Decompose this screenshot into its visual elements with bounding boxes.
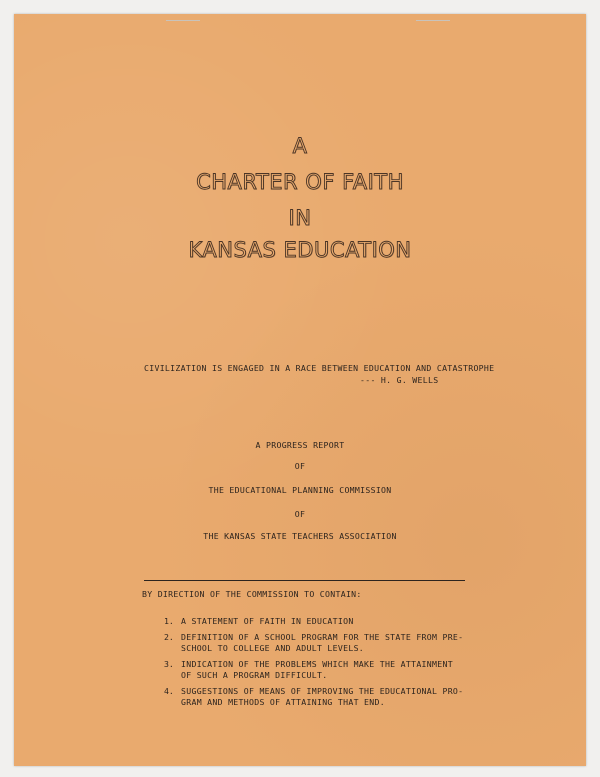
top-edge-mark-right [416,20,450,21]
title-line-1: A [292,134,308,158]
list-item-text: OF SUCH A PROGRAM DIFFICULT. [181,670,328,680]
report-line-4: OF [294,509,306,519]
list-item-text: SCHOOL TO COLLEGE AND ADULT LEVELS. [181,643,365,653]
title-line-2: CHARTER OF FAITH [196,170,404,194]
list-item-number: 2. [164,632,174,642]
report-line-1: A PROGRESS REPORT [255,440,345,450]
report-line-2: OF [294,461,306,471]
contents-list [164,616,463,713]
list-item-number: 4. [164,686,174,696]
list-item-text: A STATEMENT OF FAITH IN EDUCATION [181,616,354,626]
report-line-5: THE KANSAS STATE TEACHERS ASSOCIATION [203,531,397,541]
list-item [164,616,463,627]
direction-heading: BY DIRECTION OF THE COMMISSION TO CONTAIN: [142,589,362,599]
list-item-text: INDICATION OF THE PROBLEMS WHICH MAKE THE ATTAINMENT [181,659,453,669]
epigraph-author: --- H. G. WELLS [360,375,439,385]
document-page [14,14,586,766]
report-line-3: THE EDUCATIONAL PLANNING COMMISSION [208,485,392,495]
list-item [164,659,463,681]
list-item-text: DEFINITION OF A SCHOOL PROGRAM FOR THE STATE FROM PRE- [181,632,464,642]
list-item-number: 1. [164,616,174,626]
epigraph-quote: CIVILIZATION IS ENGAGED IN A RACE BETWEEN EDUCATION AND CATASTROPHE [144,363,495,373]
list-item [164,632,463,654]
list-item-number: 3. [164,659,174,669]
list-item [164,686,463,708]
title-line-4: KANSAS EDUCATION [188,238,412,262]
title-line-3: IN [288,206,312,230]
list-item-text: GRAM AND METHODS OF ATTAINING THAT END. [181,697,385,707]
horizontal-rule [144,580,465,581]
top-edge-mark-left [166,20,200,21]
list-item-text: SUGGESTIONS OF MEANS OF IMPROVING THE EDUCATIONAL PRO- [181,686,464,696]
